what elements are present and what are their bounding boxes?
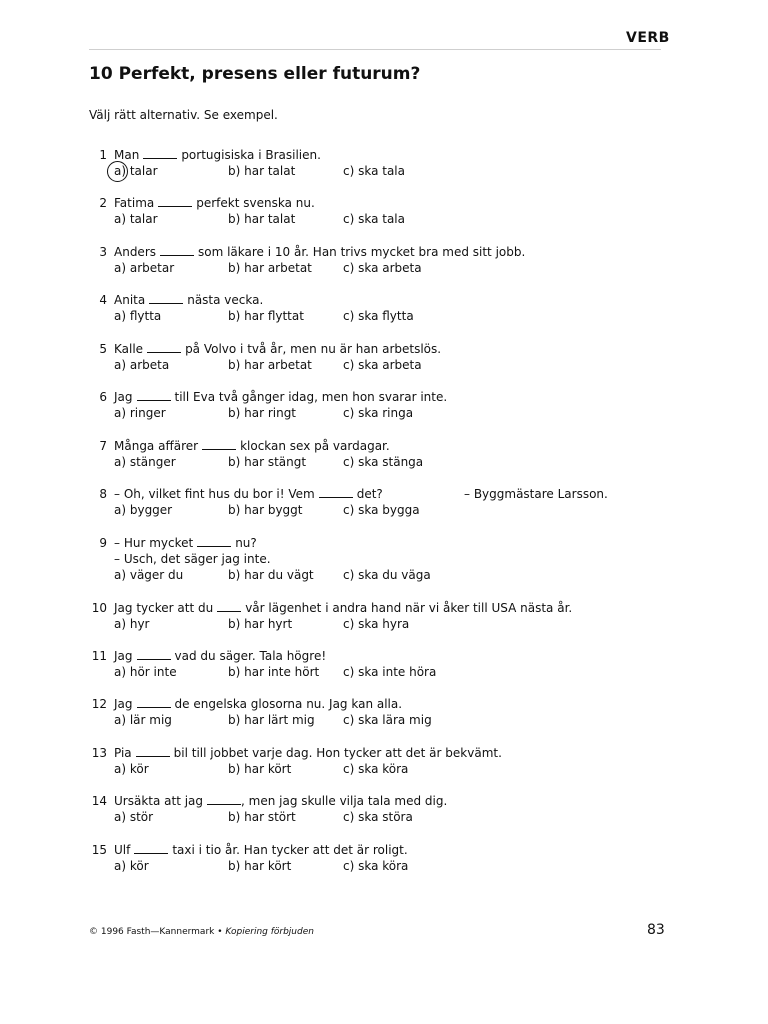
option-c: c) ska hyra: [343, 617, 410, 631]
answer-blank: [136, 747, 170, 757]
answer-blank: [217, 602, 241, 612]
page-number: 83: [647, 922, 665, 938]
option-c: c) ska arbeta: [343, 261, 422, 275]
option-b: b) har arbetat: [228, 358, 312, 372]
item-sentence: Kalle på Volvo i två år, men nu är han arbetslös.: [114, 342, 442, 356]
option-a: a) stör: [114, 810, 154, 824]
option-a: a) talar: [114, 212, 158, 226]
answer-blank: [147, 343, 181, 353]
option-a: a) hör inte: [114, 665, 177, 679]
option-b: b) har byggt: [228, 503, 303, 517]
option-c: c) ska flytta: [343, 309, 414, 323]
item-sentence: Ulf taxi i tio år. Han tycker att det är roligt.: [114, 843, 408, 857]
option-c: c) ska tala: [343, 164, 405, 178]
item-number: 7: [99, 439, 107, 453]
sentence-start: Man: [114, 148, 140, 162]
item-sentence: Ursäkta att jag , men jag skulle vilja tala med dig.: [114, 794, 448, 808]
option-c: c) ska inte höra: [343, 665, 437, 679]
item-sentence: – Hur mycket nu?: [114, 536, 257, 550]
item-sentence: Pia bil till jobbet varje dag. Hon tycker att det är bekvämt.: [114, 746, 502, 760]
sentence-end: portugisiska i Brasilien.: [181, 148, 321, 162]
item-number: 13: [91, 746, 107, 760]
answer-blank: [137, 650, 171, 660]
item-number: 6: [99, 390, 107, 404]
item-number: 1: [99, 148, 107, 162]
answer-blank: [134, 844, 168, 854]
option-c: c) ska störa: [343, 810, 413, 824]
dialogue-reply: – Usch, det säger jag inte.: [114, 552, 271, 566]
item-number: 9: [99, 536, 107, 550]
option-c: c) ska bygga: [343, 503, 420, 517]
option-b: b) har hyrt: [228, 617, 293, 631]
option-b: b) har talat: [228, 164, 296, 178]
option-a: a) talar: [114, 164, 158, 178]
item-sentence: Anita nästa vecka.: [114, 293, 264, 307]
option-b: b) har inte hört: [228, 665, 320, 679]
option-b: b) har talat: [228, 212, 296, 226]
item-sentence: Jag de engelska glosorna nu. Jag kan alla.: [114, 697, 403, 711]
option-b: b) har lärt mig: [228, 713, 315, 727]
answer-blank: [158, 197, 192, 207]
item-number: 3: [99, 245, 107, 259]
answer-blank: [137, 391, 171, 401]
answer-blank: [319, 488, 353, 498]
option-c: c) ska köra: [343, 859, 409, 873]
option-a: a) flytta: [114, 309, 162, 323]
answer-blank: [160, 246, 194, 256]
option-b: b) har ringt: [228, 406, 297, 420]
dialogue-answer: – Byggmästare Larsson.: [464, 487, 608, 501]
option-a: a) ringer: [114, 406, 166, 420]
option-c: c) ska tala: [343, 212, 405, 226]
item-number: 4: [99, 293, 107, 307]
option-c: c) ska arbeta: [343, 358, 422, 372]
instructions: Välj rätt alternativ. Se exempel.: [89, 108, 278, 122]
item-sentence: [114, 148, 321, 162]
answer-blank: [207, 795, 241, 805]
item-number: 14: [91, 794, 107, 808]
option-a: a) arbeta: [114, 358, 170, 372]
answer-blank: [197, 537, 231, 547]
item-number: 8: [99, 487, 107, 501]
selected-circle: [107, 161, 128, 182]
answer-blank: [202, 440, 236, 450]
item-sentence: Många affärer klockan sex på vardagar.: [114, 439, 390, 453]
item-sentence: Jag vad du säger. Tala högre!: [114, 649, 327, 663]
option-a: a) väger du: [114, 568, 184, 582]
section-label: VERB: [626, 30, 670, 46]
option-b: b) har stängt: [228, 455, 307, 469]
copyright-footer: © 1996 Fasth—Kannermark • Kopiering förbjuden: [89, 927, 314, 937]
item-number: 15: [91, 843, 107, 857]
option-b: b) har stört: [228, 810, 296, 824]
item-sentence: Jag till Eva två gånger idag, men hon svarar inte.: [114, 390, 448, 404]
answer-blank: [137, 698, 171, 708]
option-a: a) kör: [114, 762, 149, 776]
option-a: a) kör: [114, 859, 149, 873]
answer-blank: [149, 294, 183, 304]
item-number: 11: [91, 649, 107, 663]
option-c: c) ska ringa: [343, 406, 414, 420]
option-c: c) ska köra: [343, 762, 409, 776]
answer-blank: [143, 149, 177, 159]
option-b: b) har flyttat: [228, 309, 304, 323]
option-a: a) lär mig: [114, 713, 172, 727]
option-a: a) hyr: [114, 617, 150, 631]
exercise-title: 10 Perfekt, presens eller futurum?: [89, 64, 421, 84]
header-rule: [89, 49, 661, 50]
item-number: 2: [99, 196, 107, 210]
option-c: c) ska stänga: [343, 455, 424, 469]
item-number: 5: [99, 342, 107, 356]
option-c: c) ska du väga: [343, 568, 431, 582]
option-a: a) stänger: [114, 455, 176, 469]
option-b: b) har arbetat: [228, 261, 312, 275]
item-number: 12: [91, 697, 107, 711]
item-sentence: Anders som läkare i 10 år. Han trivs mycket bra med sitt jobb.: [114, 245, 526, 259]
option-b: b) har kört: [228, 762, 292, 776]
item-sentence: Jag tycker att du vår lägenhet i andra hand när vi åker till USA nästa år.: [114, 601, 573, 615]
copy-notice: Kopiering förbjuden: [225, 927, 314, 937]
option-a: a) arbetar: [114, 261, 175, 275]
option-c: c) ska lära mig: [343, 713, 432, 727]
option-b: b) har du vägt: [228, 568, 314, 582]
option-b: b) har kört: [228, 859, 292, 873]
item-number: 10: [91, 601, 107, 615]
option-a: a) bygger: [114, 503, 173, 517]
item-sentence: Fatima perfekt svenska nu.: [114, 196, 315, 210]
item-sentence: – Oh, vilket fint hus du bor i! Vem det?: [114, 487, 383, 501]
